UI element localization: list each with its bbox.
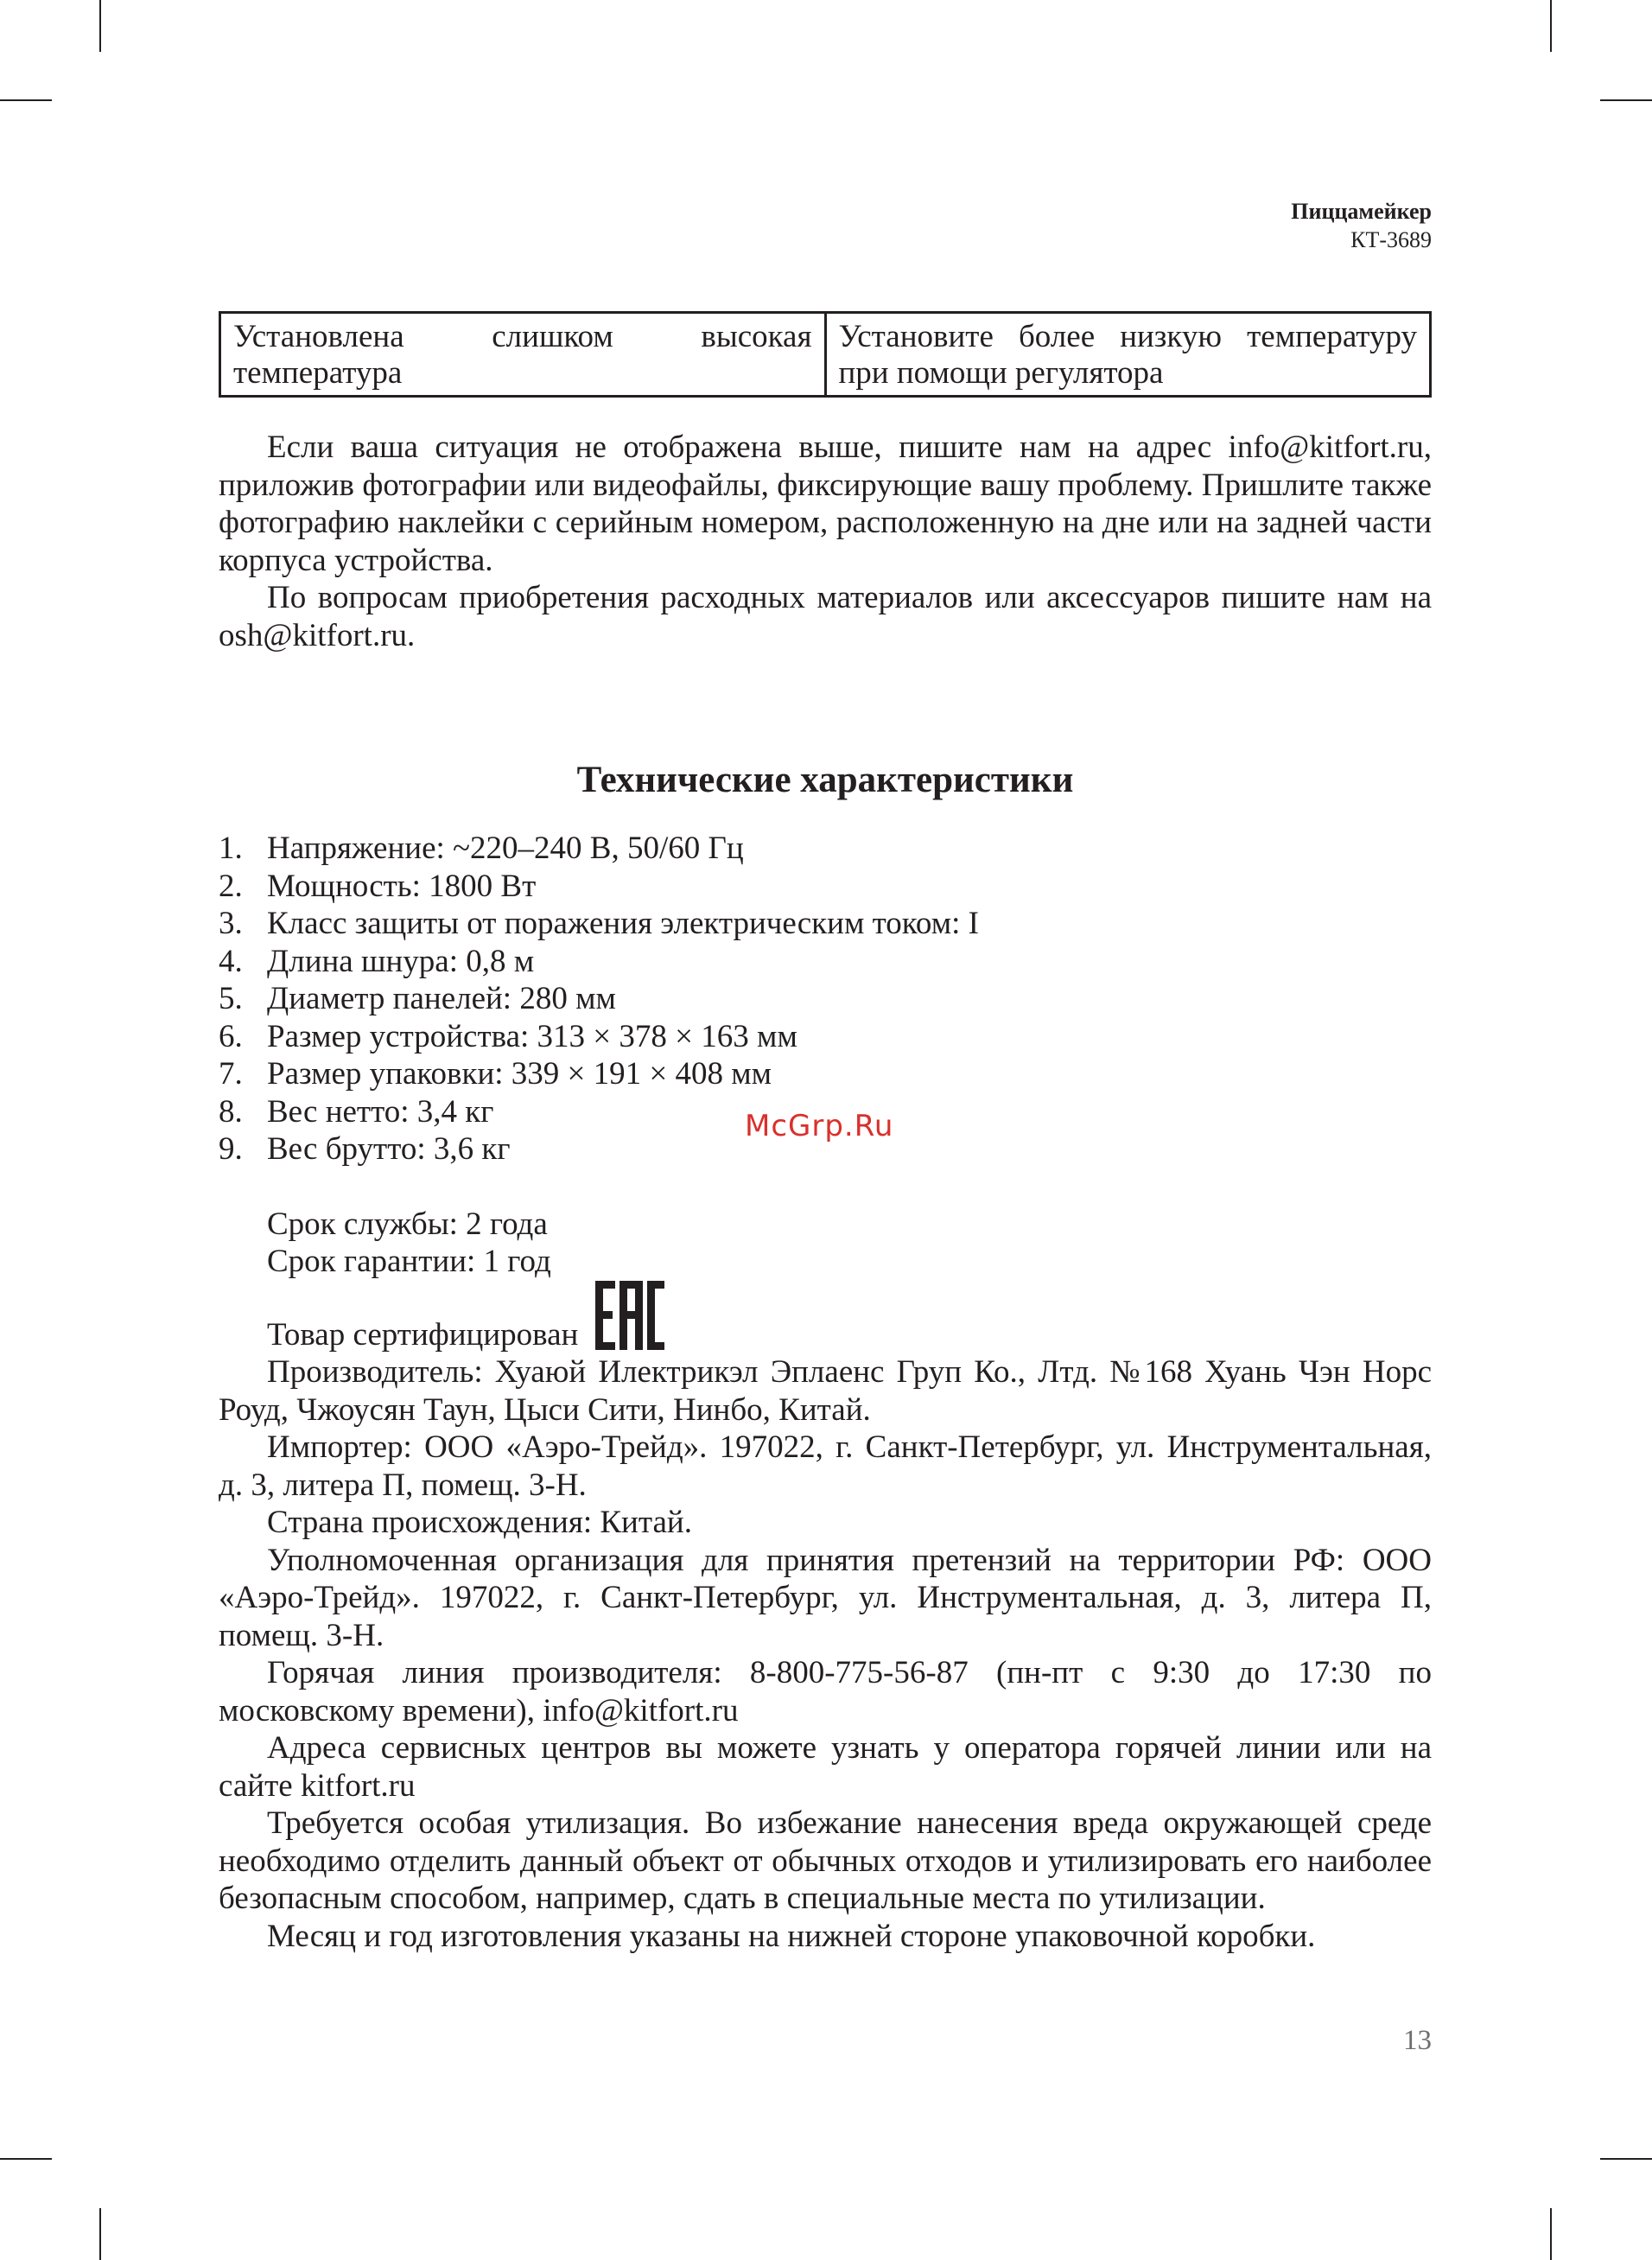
accessories-paragraph: По вопросам приобретения расходных материалов или аксессуаров пишите нам на osh@kitfort.ru.	[219, 580, 1432, 653]
specs-heading: Технические характеристики	[576, 760, 1074, 800]
authorized-org-info: Уполномоченная организация для принятия претензий на территории РФ: ООО «Аэро-Трейд». 197022, г. Санкт-Петербург, ул. Инструментальная, д. 3, литера П, помещ. 3-Н.	[219, 1542, 1432, 1653]
troubleshooting-table	[219, 311, 1432, 398]
crop-mark	[1550, 0, 1552, 52]
crop-mark	[1600, 99, 1652, 101]
country-info: Страна происхождения: Китай.	[267, 1505, 692, 1540]
list-item: 2. Мощность: 1800 Вт	[219, 868, 537, 904]
hotline-info: Горячая линия производителя: 8-800-775-56-87 (пн-пт с 9:30 до 17:30 по московскому времени), info@kitfort.ru	[219, 1655, 1432, 1728]
crop-mark	[0, 99, 52, 101]
certified-text: Товар сертифицирован	[267, 1316, 579, 1353]
product-title: Пиццамейкер	[1291, 199, 1432, 224]
solution-cell: Установите более низкую температуру при помощи регулятора	[825, 313, 1431, 397]
certification-line	[219, 1281, 1432, 1354]
list-item: 8. Вес нетто: 3,4 кг	[219, 1093, 494, 1130]
list-item: 1. Напряжение: ~220–240 В, 50/60 Гц	[219, 831, 744, 866]
table-row	[220, 313, 1431, 397]
watermark: McGrp.Ru	[745, 1109, 894, 1143]
service-centers-info: Адреса сервисных центров вы можете узнать у оператора горячей линии или на сайте kitfort.ru	[219, 1730, 1432, 1804]
warranty-period: Срок гарантии: 1 год	[267, 1244, 551, 1279]
contact-paragraph: Если ваша ситуация не отображена выше, пишите нам на адрес info@kitfort.ru, приложив фотографии или видеофайлы, фиксирующие вашу проблему. Пришлите также фотографию наклейки с серийным номером, расположенную на дне или на задней части корпуса устройства.	[219, 430, 1432, 578]
list-item: 3. Класс защиты от поражения электрическим током: I	[219, 906, 979, 941]
product-model: КТ-3689	[1350, 227, 1432, 252]
crop-mark	[0, 2158, 52, 2160]
manufacture-date-info: Месяц и год изготовления указаны на нижней стороне упаковочной коробки.	[267, 1918, 1316, 1954]
problem-cell: Установлена слишком высокая температура	[220, 313, 826, 397]
crop-mark	[1600, 2158, 1652, 2160]
service-life: Срок службы: 2 года	[267, 1206, 548, 1242]
page-header	[1291, 197, 1432, 254]
list-item: 9. Вес брутто: 3,6 кг	[219, 1131, 511, 1167]
list-item: 4. Длина шнура: 0,8 м	[219, 943, 535, 979]
list-item: 7. Размер упаковки: 339 × 191 × 408 мм	[219, 1056, 772, 1092]
eac-certification-icon	[595, 1281, 664, 1359]
crop-mark	[1550, 2208, 1552, 2260]
importer-info: Импортер: ООО «Аэро-Трейд». 197022, г. Санкт-Петербург, ул. Инструментальная, д. 3, литера П, помещ. 3-Н.	[219, 1429, 1432, 1503]
crop-mark	[99, 2208, 101, 2260]
page-number: 13	[1403, 2025, 1432, 2056]
list-item: 5. Диаметр панелей: 280 мм	[219, 981, 616, 1016]
list-item: 6. Размер устройства: 313 × 378 × 163 мм	[219, 1018, 797, 1054]
crop-mark	[99, 0, 101, 52]
manufacturer-info: Производитель: Хуаюй Илектрикэл Эплаенс Груп Ко., Лтд. №168 Хуань Чэн Норс Роуд, Чжоусян Таун, Цыси Сити, Нинбо, Китай.	[219, 1354, 1432, 1428]
disposal-info: Требуется особая утилизация. Во избежание нанесения вреда окружающей среде необходимо отделить данный объект от обычных отходов и утилизировать его наиболее безопасным способом, например, сдать в специальные места по утилизации.	[219, 1805, 1432, 1916]
